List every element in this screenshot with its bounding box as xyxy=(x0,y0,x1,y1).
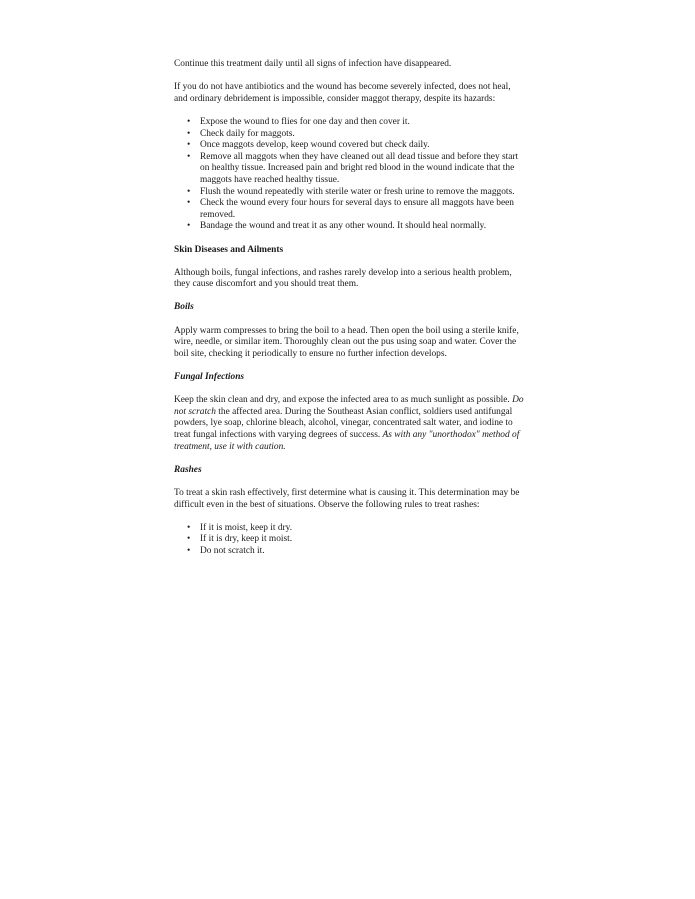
boils-paragraph: Apply warm compresses to bring the boil to a head. Then open the boil using a sterile knife, wire, needle, or similar item. Thoroughly clean out the pus using soap and water. Cover the boil site, checking it periodically to ensure no further infection develops. xyxy=(174,325,519,359)
maggot-therapy-paragraph: If you do not have antibiotics and the wound has become severely infected, does not heal, and ordinary debridement is impossible, consider maggot therapy, despite its hazards: xyxy=(174,82,511,104)
list-item: • Bandage the wound and treat it as any other wound. It should heal normally. xyxy=(200,221,526,233)
list-item: • Flush the wound repeatedly with sterile water or fresh urine to remove the maggots. xyxy=(200,187,526,199)
skin-diseases-paragraph: Although boils, fungal infections, and rashes rarely develop into a serious health problem, they cause discomfort and you should treat them. xyxy=(174,267,512,290)
fungal-italic-2: As with any "unorthodox" method of treatment, use it with caution. xyxy=(174,430,520,452)
fungal-infections-paragraph xyxy=(174,395,526,453)
page-content xyxy=(174,59,526,569)
fungal-text-1: Keep the skin clean and dry, and expose the infected area to as much sunlight as possible. xyxy=(174,395,513,406)
list-item: • Remove all maggots when they have cleaned out all dead tissue and before they start on healthy tissue. Increased pain and bright red blood in the wound indicate that the maggots have reached healthy tissue. xyxy=(200,152,526,187)
list-item: • Once maggots develop, keep wound covered but check daily. xyxy=(200,140,526,152)
skin-diseases-heading: Skin Diseases and Ailments xyxy=(174,244,284,255)
list-item: • If it is dry, keep it moist. xyxy=(200,534,526,546)
list-item: • Check daily for maggots. xyxy=(200,129,526,141)
intro-paragraph: Continue this treatment daily until all signs of infection have disappeared. xyxy=(174,59,452,69)
list-item: • If it is moist, keep it dry. xyxy=(200,523,526,535)
list-item: • Expose the wound to flies for one day and then cover it. xyxy=(200,117,526,129)
fungal-text-2: the affected area. During the Southeast Asian conflict, soldiers used antifungal powders, lye soap, chlorine bleach, alcohol, vinegar, concentrated salt water, and iodine to treat fungal infections with varying degrees of success. xyxy=(174,406,513,440)
fungal-infections-heading: Fungal Infections xyxy=(174,372,245,383)
boils-heading: Boils xyxy=(174,302,194,313)
list-item: • Do not scratch it. xyxy=(200,546,526,558)
rashes-heading: Rashes xyxy=(174,464,202,475)
maggot-steps-list xyxy=(174,117,526,233)
rashes-paragraph: To treat a skin rash effectively, first determine what is causing it. This determination may be difficult even in the best of situations. Observe the following rules to treat rashes: xyxy=(174,487,520,510)
rashes-rules-list xyxy=(174,523,526,558)
fungal-italic-1: Do not scratch xyxy=(174,395,524,417)
list-item: • Check the wound every four hours for several days to ensure all maggots have been removed. xyxy=(200,198,526,221)
